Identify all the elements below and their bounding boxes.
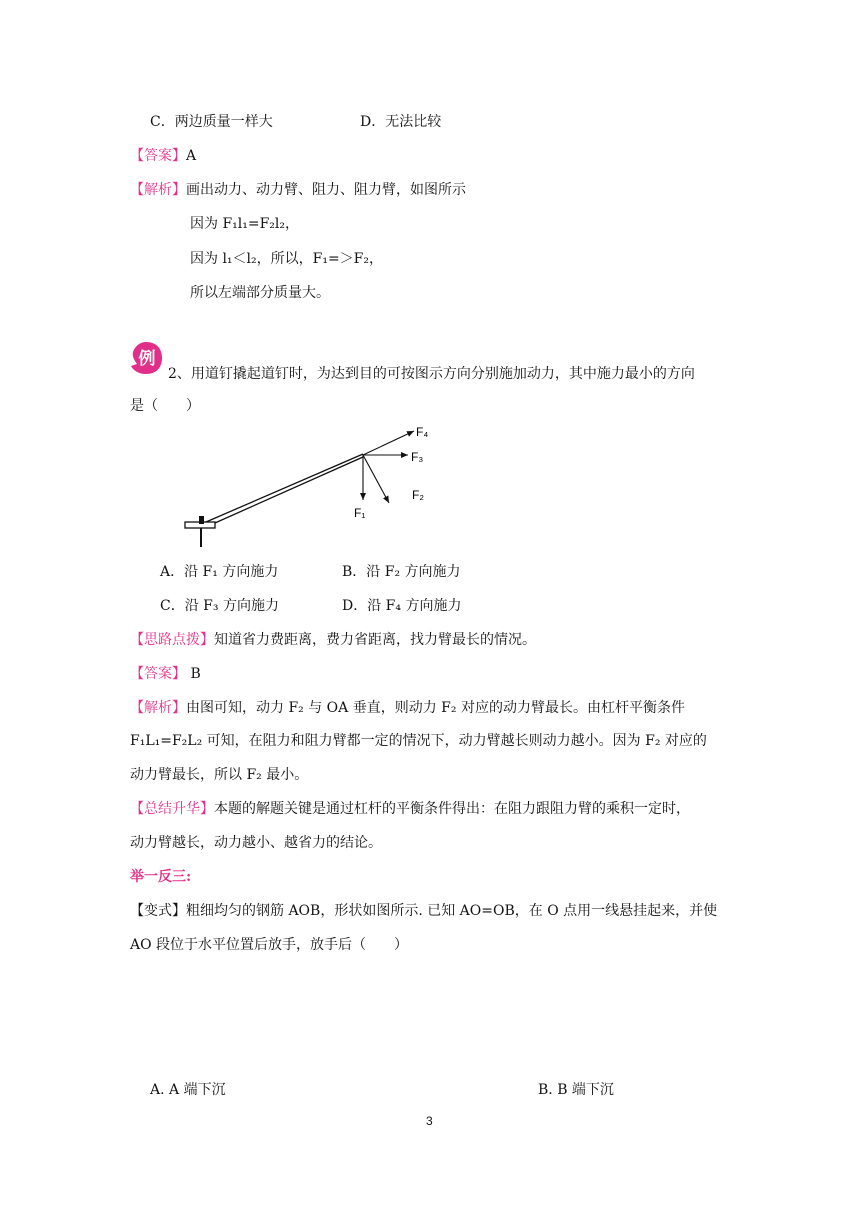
q1-analysis xyxy=(130,180,466,200)
label-f3: F₃ xyxy=(411,450,424,464)
q1-equation-1: 因为 F₁l₁=F₂l₂， xyxy=(190,216,300,232)
label-f4: F₄ xyxy=(416,425,429,439)
q1-conclusion: 所以左端部分质量大。 xyxy=(190,285,330,301)
label-f1: F₁ xyxy=(354,506,366,520)
variant-line-2: AO 段位于水平位置后放手，放手后（ ） xyxy=(130,937,409,953)
page-number: 3 xyxy=(426,1114,433,1128)
summary-text: 本题的解题关键是通过杠杆的平衡条件得出：在阻力跟阻力臂的乘积一定时， xyxy=(214,801,690,817)
variant-tag: 【变式】 xyxy=(130,903,186,919)
q2-hint xyxy=(130,630,536,650)
q2-analysis-line-2: F₁L₁=F₂L₂ 可知，在阻力和阻力臂都一定的情况下，动力臂越长则动力越小。因为 F₂ 对应的 xyxy=(130,733,707,749)
practice-heading: 举一反三: xyxy=(130,869,192,885)
q2-answer xyxy=(130,664,201,684)
q1-equation-2: 因为 l₁＜l₂，所以，F₁=＞F₂， xyxy=(190,251,384,267)
variant-option-a: A. A 端下沉 xyxy=(150,1082,226,1098)
q2-option-b: B．沿 F₂ 方向施力 xyxy=(342,564,461,580)
q2-summary-line-1 xyxy=(130,799,690,819)
hint-text: 知道省力费距离，费力省距离，找力臂最长的情况。 xyxy=(214,632,536,648)
q2-stem-line-1: 2、用道钉撬起道钉时，为达到目的可按图示方向分别施加动力，其中施力最小的方向 xyxy=(168,366,695,382)
summary-tag: 【总结升华】 xyxy=(130,801,214,817)
q1-option-d: D．无法比较 xyxy=(360,114,442,130)
answer-value: A xyxy=(186,148,197,164)
variant-text: 粗细均匀的钢筋 AOB，形状如图所示. 已知 AO=OB，在 O 点用一线悬挂起来，并使 xyxy=(186,903,718,919)
answer-value: B xyxy=(186,666,201,682)
q2-option-a: A．沿 F₁ 方向施力 xyxy=(160,564,279,580)
q2-analysis-line-1 xyxy=(130,698,685,718)
variant-option-b: B. B 端下沉 xyxy=(538,1082,614,1098)
q2-summary-line-2: 动力臂越长，动力越小、越省力的结论。 xyxy=(130,835,382,851)
analysis-tag: 【解析】 xyxy=(130,700,186,716)
answer-tag: 【答案】 xyxy=(130,148,186,164)
example-badge-icon xyxy=(128,340,164,376)
q1-option-c: C．两边质量一样大 xyxy=(150,114,273,130)
label-f2: F₂ xyxy=(412,488,424,502)
q1-answer xyxy=(130,146,196,166)
variant-line-1 xyxy=(130,901,717,921)
analysis-tag: 【解析】 xyxy=(130,182,186,198)
crowbar-diagram xyxy=(180,418,450,552)
example-badge-label: 例 xyxy=(138,349,156,369)
answer-tag: 【答案】 xyxy=(130,666,186,682)
q2-option-d: D．沿 F₄ 方向施力 xyxy=(342,598,462,614)
analysis-text: 由图可知，动力 F₂ 与 OA 垂直，则动力 F₂ 对应的动力臂最长。由杠杆平衡条件 xyxy=(186,700,685,716)
q2-option-c: C．沿 F₃ 方向施力 xyxy=(160,598,279,614)
analysis-text: 画出动力、动力臂、阻力、阻力臂，如图所示 xyxy=(186,182,466,198)
q2-stem-line-2: 是（ ） xyxy=(130,398,200,414)
q2-analysis-line-3: 动力臂最长，所以 F₂ 最小。 xyxy=(130,767,309,783)
hint-tag: 【思路点拨】 xyxy=(130,632,214,648)
